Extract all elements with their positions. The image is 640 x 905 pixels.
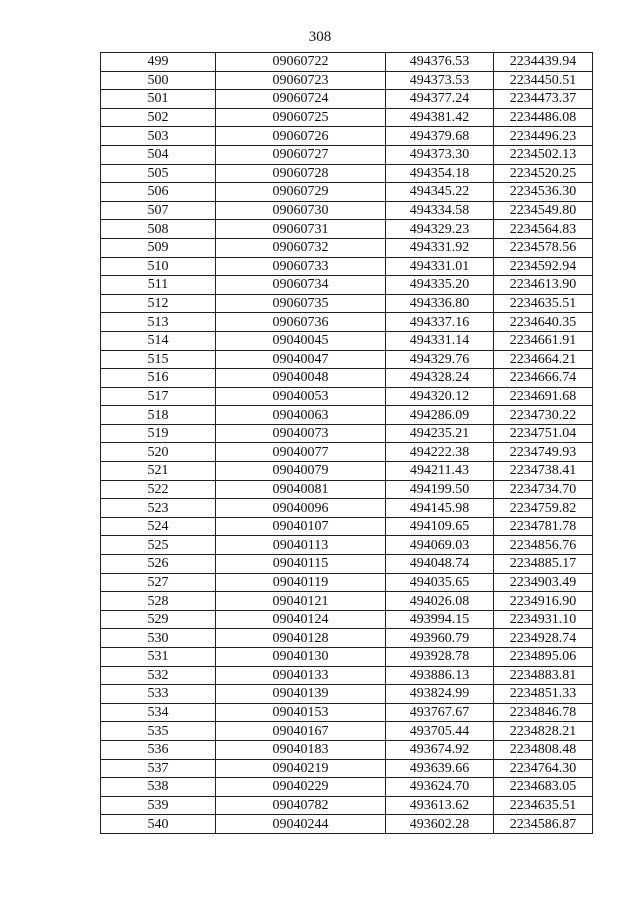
table-row [101,201,593,220]
parcel-code-cell: 09040073 [216,424,386,443]
table-row [101,90,593,109]
y-coordinate-cell: 2234883.81 [494,666,593,685]
y-coordinate-cell: 2234916.90 [494,592,593,611]
row-number-cell: 522 [101,480,216,499]
row-number-cell: 516 [101,369,216,388]
parcel-code-cell: 09040045 [216,331,386,350]
parcel-code-cell: 09040077 [216,443,386,462]
table-row [101,722,593,741]
x-coordinate-cell: 493613.62 [386,796,494,815]
x-coordinate-cell: 494048.74 [386,555,494,574]
x-coordinate-cell: 494331.01 [386,257,494,276]
parcel-code-cell: 09040079 [216,462,386,481]
table-row [101,424,593,443]
x-coordinate-cell: 493602.28 [386,815,494,834]
y-coordinate-cell: 2234661.91 [494,331,593,350]
parcel-code-cell: 09040782 [216,796,386,815]
x-coordinate-cell: 494329.23 [386,220,494,239]
parcel-code-cell: 09060734 [216,276,386,295]
row-number-cell: 530 [101,629,216,648]
row-number-cell: 518 [101,406,216,425]
parcel-code-cell: 09040128 [216,629,386,648]
y-coordinate-cell: 2234738.41 [494,462,593,481]
x-coordinate-cell: 494286.09 [386,406,494,425]
row-number-cell: 533 [101,685,216,704]
table-row [101,443,593,462]
y-coordinate-cell: 2234691.68 [494,387,593,406]
y-coordinate-cell: 2234828.21 [494,722,593,741]
x-coordinate-cell: 494069.03 [386,536,494,555]
table-row [101,499,593,518]
table-row [101,796,593,815]
row-number-cell: 531 [101,648,216,667]
x-coordinate-cell: 493674.92 [386,740,494,759]
row-number-cell: 537 [101,759,216,778]
table-row [101,331,593,350]
table-row [101,127,593,146]
y-coordinate-cell: 2234439.94 [494,53,593,72]
y-coordinate-cell: 2234486.08 [494,108,593,127]
y-coordinate-cell: 2234683.05 [494,778,593,797]
table-row [101,480,593,499]
parcel-code-cell: 09040139 [216,685,386,704]
table-row [101,517,593,536]
table-row [101,406,593,425]
row-number-cell: 539 [101,796,216,815]
y-coordinate-cell: 2234635.51 [494,294,593,313]
parcel-code-cell: 09060731 [216,220,386,239]
y-coordinate-cell: 2234613.90 [494,276,593,295]
y-coordinate-cell: 2234903.49 [494,573,593,592]
row-number-cell: 513 [101,313,216,332]
parcel-code-cell: 09040113 [216,536,386,555]
parcel-code-cell: 09060723 [216,71,386,90]
y-coordinate-cell: 2234496.23 [494,127,593,146]
y-coordinate-cell: 2234759.82 [494,499,593,518]
y-coordinate-cell: 2234502.13 [494,145,593,164]
x-coordinate-cell: 494211.43 [386,462,494,481]
parcel-code-cell: 09060733 [216,257,386,276]
row-number-cell: 535 [101,722,216,741]
row-number-cell: 529 [101,610,216,629]
x-coordinate-cell: 493639.66 [386,759,494,778]
row-number-cell: 505 [101,164,216,183]
row-number-cell: 506 [101,183,216,202]
row-number-cell: 499 [101,53,216,72]
y-coordinate-cell: 2234635.51 [494,796,593,815]
parcel-code-cell: 09040167 [216,722,386,741]
x-coordinate-cell: 494222.38 [386,443,494,462]
y-coordinate-cell: 2234592.94 [494,257,593,276]
row-number-cell: 521 [101,462,216,481]
table-row [101,778,593,797]
x-coordinate-cell: 494379.68 [386,127,494,146]
row-number-cell: 512 [101,294,216,313]
table-row [101,685,593,704]
parcel-code-cell: 09040115 [216,555,386,574]
y-coordinate-cell: 2234640.35 [494,313,593,332]
parcel-code-cell: 09040107 [216,517,386,536]
parcel-code-cell: 09040183 [216,740,386,759]
y-coordinate-cell: 2234666.74 [494,369,593,388]
row-number-cell: 500 [101,71,216,90]
y-coordinate-cell: 2234895.06 [494,648,593,667]
x-coordinate-cell: 494334.58 [386,201,494,220]
table-row [101,555,593,574]
parcel-code-cell: 09040063 [216,406,386,425]
y-coordinate-cell: 2234664.21 [494,350,593,369]
page-number: 308 [308,29,332,45]
x-coordinate-cell: 494329.76 [386,350,494,369]
y-coordinate-cell: 2234885.17 [494,555,593,574]
x-coordinate-cell: 494235.21 [386,424,494,443]
x-coordinate-cell: 494376.53 [386,53,494,72]
x-coordinate-cell: 494199.50 [386,480,494,499]
row-number-cell: 515 [101,350,216,369]
y-coordinate-cell: 2234473.37 [494,90,593,109]
y-coordinate-cell: 2234751.04 [494,424,593,443]
x-coordinate-cell: 494328.24 [386,369,494,388]
parcel-code-cell: 09040081 [216,480,386,499]
x-coordinate-cell: 494335.20 [386,276,494,295]
x-coordinate-cell: 494336.80 [386,294,494,313]
parcel-code-cell: 09040229 [216,778,386,797]
y-coordinate-cell: 2234931.10 [494,610,593,629]
table-row [101,108,593,127]
parcel-code-cell: 09060732 [216,238,386,257]
y-coordinate-cell: 2234928.74 [494,629,593,648]
table-row [101,815,593,834]
row-number-cell: 502 [101,108,216,127]
x-coordinate-cell: 494026.08 [386,592,494,611]
row-number-cell: 510 [101,257,216,276]
row-number-cell: 528 [101,592,216,611]
table-row [101,629,593,648]
row-number-cell: 517 [101,387,216,406]
parcel-code-cell: 09040048 [216,369,386,388]
x-coordinate-cell: 493928.78 [386,648,494,667]
table-row [101,592,593,611]
table-row [101,536,593,555]
x-coordinate-cell: 494345.22 [386,183,494,202]
x-coordinate-cell: 494373.30 [386,145,494,164]
table-row [101,220,593,239]
x-coordinate-cell: 494354.18 [386,164,494,183]
row-number-cell: 536 [101,740,216,759]
x-coordinate-cell: 494109.65 [386,517,494,536]
table-row [101,183,593,202]
row-number-cell: 526 [101,555,216,574]
x-coordinate-cell: 493705.44 [386,722,494,741]
x-coordinate-cell: 493624.70 [386,778,494,797]
parcel-code-cell: 09060730 [216,201,386,220]
y-coordinate-cell: 2234749.93 [494,443,593,462]
table-row [101,387,593,406]
y-coordinate-cell: 2234730.22 [494,406,593,425]
y-coordinate-cell: 2234578.56 [494,238,593,257]
parcel-code-cell: 09040133 [216,666,386,685]
parcel-code-cell: 09040219 [216,759,386,778]
parcel-code-cell: 09060728 [216,164,386,183]
row-number-cell: 503 [101,127,216,146]
y-coordinate-cell: 2234536.30 [494,183,593,202]
table-row [101,648,593,667]
table-row [101,350,593,369]
row-number-cell: 538 [101,778,216,797]
table-row [101,759,593,778]
parcel-code-cell: 09040130 [216,648,386,667]
row-number-cell: 540 [101,815,216,834]
y-coordinate-cell: 2234846.78 [494,703,593,722]
table-row [101,238,593,257]
row-number-cell: 525 [101,536,216,555]
y-coordinate-cell: 2234549.80 [494,201,593,220]
row-number-cell: 507 [101,201,216,220]
x-coordinate-cell: 494377.24 [386,90,494,109]
parcel-code-cell: 09040153 [216,703,386,722]
parcel-code-cell: 09060729 [216,183,386,202]
x-coordinate-cell: 494373.53 [386,71,494,90]
row-number-cell: 514 [101,331,216,350]
y-coordinate-cell: 2234450.51 [494,71,593,90]
y-coordinate-cell: 2234764.30 [494,759,593,778]
y-coordinate-cell: 2234564.83 [494,220,593,239]
row-number-cell: 534 [101,703,216,722]
y-coordinate-cell: 2234808.48 [494,740,593,759]
table-row [101,294,593,313]
table-row [101,257,593,276]
parcel-code-cell: 09040244 [216,815,386,834]
row-number-cell: 527 [101,573,216,592]
row-number-cell: 501 [101,90,216,109]
row-number-cell: 511 [101,276,216,295]
row-number-cell: 524 [101,517,216,536]
parcel-code-cell: 09040053 [216,387,386,406]
y-coordinate-cell: 2234734.70 [494,480,593,499]
x-coordinate-cell: 494337.16 [386,313,494,332]
row-number-cell: 504 [101,145,216,164]
table-row [101,703,593,722]
table-row [101,53,593,72]
row-number-cell: 523 [101,499,216,518]
row-number-cell: 508 [101,220,216,239]
row-number-cell: 509 [101,238,216,257]
y-coordinate-cell: 2234586.87 [494,815,593,834]
table-row [101,164,593,183]
table-row [101,276,593,295]
table-row [101,462,593,481]
table-row [101,740,593,759]
parcel-code-cell: 09060735 [216,294,386,313]
table-row [101,313,593,332]
x-coordinate-cell: 493767.67 [386,703,494,722]
parcel-code-cell: 09040121 [216,592,386,611]
y-coordinate-cell: 2234856.76 [494,536,593,555]
parcel-code-cell: 09040124 [216,610,386,629]
table-row [101,369,593,388]
parcel-code-cell: 09060726 [216,127,386,146]
x-coordinate-cell: 494331.92 [386,238,494,257]
table-row [101,71,593,90]
parcel-code-cell: 09040119 [216,573,386,592]
table-row [101,145,593,164]
x-coordinate-cell: 493960.79 [386,629,494,648]
row-number-cell: 519 [101,424,216,443]
x-coordinate-cell: 493886.13 [386,666,494,685]
parcel-code-cell: 09040096 [216,499,386,518]
y-coordinate-cell: 2234851.33 [494,685,593,704]
table-row [101,573,593,592]
parcel-code-cell: 09060727 [216,145,386,164]
y-coordinate-cell: 2234781.78 [494,517,593,536]
x-coordinate-cell: 494320.12 [386,387,494,406]
table-body [101,53,593,834]
parcel-code-cell: 09060722 [216,53,386,72]
x-coordinate-cell: 494035.65 [386,573,494,592]
coordinates-table [100,52,593,834]
x-coordinate-cell: 494381.42 [386,108,494,127]
x-coordinate-cell: 494145.98 [386,499,494,518]
row-number-cell: 520 [101,443,216,462]
x-coordinate-cell: 493994.15 [386,610,494,629]
table-row [101,610,593,629]
x-coordinate-cell: 494331.14 [386,331,494,350]
y-coordinate-cell: 2234520.25 [494,164,593,183]
parcel-code-cell: 09060725 [216,108,386,127]
parcel-code-cell: 09060724 [216,90,386,109]
table-row [101,666,593,685]
parcel-code-cell: 09040047 [216,350,386,369]
row-number-cell: 532 [101,666,216,685]
x-coordinate-cell: 493824.99 [386,685,494,704]
parcel-code-cell: 09060736 [216,313,386,332]
